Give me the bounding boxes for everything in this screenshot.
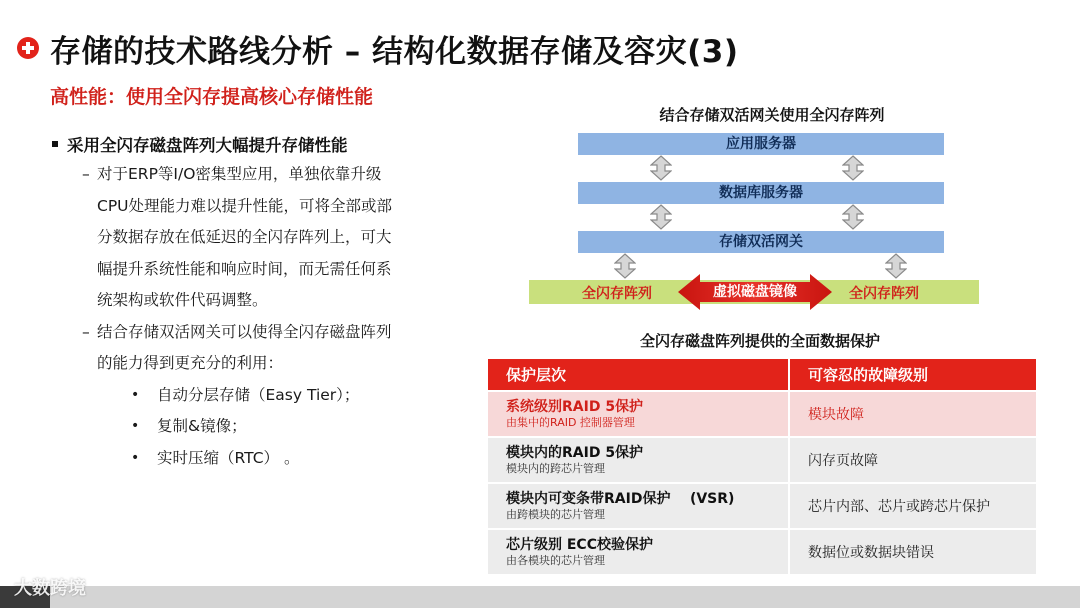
column-header: 可容忍的故障级别 [788, 359, 1036, 390]
flash-array-right-label: 全闪存阵列 [849, 286, 919, 302]
table-title: 全闪存磁盘阵列提供的全面数据保护 [639, 332, 880, 350]
protection-level-cell [488, 438, 788, 482]
dash-paragraph-1 [52, 159, 462, 317]
dash-paragraph-2 [52, 317, 462, 380]
list-item: • 复制&镜像； [157, 411, 462, 443]
watermark: 大数跨境 [14, 578, 86, 599]
text-line: 幅提升系统性能和响应时间，而无需任何系 [97, 259, 392, 278]
dash-marker: – [82, 322, 90, 341]
mirror-label: 虚拟磁盘镜像 [713, 284, 797, 300]
tier-app-server: 应用服务器 [578, 133, 944, 155]
protection-manager: 由集中的RAID 控制器管理 [506, 415, 635, 429]
bidirectional-arrow-icon [650, 155, 672, 181]
diagram-title: 结合存储双活网关使用全闪存阵列 [659, 106, 885, 124]
column-header: 保护层次 [488, 359, 788, 390]
text-line: 的能力得到更充分的利用： [97, 354, 284, 372]
main-bullet [52, 132, 462, 156]
text-line: CPU处理能力难以提升性能，可将全部或部 [97, 196, 393, 215]
bidirectional-arrow-icon [885, 253, 907, 279]
bidirectional-arrow-icon [614, 253, 636, 279]
fault-level-cell: 闪存页故障 [788, 438, 1036, 482]
protection-manager: 由各模块的芯片管理 [506, 553, 605, 567]
protection-level-cell [488, 484, 788, 528]
table-row [488, 530, 1036, 574]
protection-manager: 模块内的跨芯片管理 [506, 461, 605, 475]
table-row [488, 392, 1036, 436]
fault-level-cell: 数据位或数据块错误 [788, 530, 1036, 574]
page-title: 存储的技术路线分析 – 结构化数据存储及容灾(3) [50, 34, 739, 70]
text-line: 统架构或软件代码调整。 [97, 291, 268, 309]
fault-level-cell: 模块故障 [788, 392, 1036, 436]
feature-list [52, 380, 462, 475]
flash-array-left-label: 全闪存阵列 [582, 286, 652, 302]
text-line: 结合存储双活网关可以使得全闪存磁盘阵列 [97, 322, 392, 341]
list-item: • 实时压缩（RTC） 。 [157, 443, 462, 475]
protection-level: 模块内的RAID 5保护 [506, 444, 644, 461]
table-row [488, 484, 1036, 528]
bidirectional-arrow-icon [650, 204, 672, 230]
tier-db-server: 数据库服务器 [578, 182, 944, 204]
protection-level: 模块内可变条带RAID保护 (VSR) [506, 490, 735, 507]
protection-level-cell [488, 392, 788, 436]
list-item: • 自动分层存储（Easy Tier）； [157, 380, 462, 412]
bidirectional-arrow-icon [842, 155, 864, 181]
fault-level-cell: 芯片内部、芯片或跨芯片保护 [788, 484, 1036, 528]
text-line: 分数据存放在低延迟的全闪存阵列上，可大 [97, 228, 392, 246]
table-row [488, 438, 1036, 482]
protection-level: 系统级别RAID 5保护 [506, 398, 644, 415]
dash-marker: – [82, 165, 90, 183]
text-line: 对于ERP等I/O密集型应用，单独依靠升级 [97, 165, 382, 183]
protection-level-cell [488, 530, 788, 574]
protection-level: 芯片级别 ECC校验保护 [506, 536, 653, 553]
protection-manager: 由跨模块的芯片管理 [506, 507, 605, 521]
plus-circle-icon [17, 37, 39, 59]
table-header-row [488, 359, 1036, 390]
tier-gateway: 存储双活网关 [578, 231, 944, 253]
bidirectional-arrow-icon [842, 204, 864, 230]
footer-bar [0, 586, 1080, 608]
square-bullet-icon [52, 141, 58, 147]
main-bullet-text: 采用全闪存磁盘阵列大幅提升存储性能 [67, 136, 348, 155]
page-subtitle: 高性能：使用全闪存提高核心存储性能 [50, 86, 374, 108]
left-content [52, 132, 462, 474]
protection-table [488, 357, 1036, 576]
